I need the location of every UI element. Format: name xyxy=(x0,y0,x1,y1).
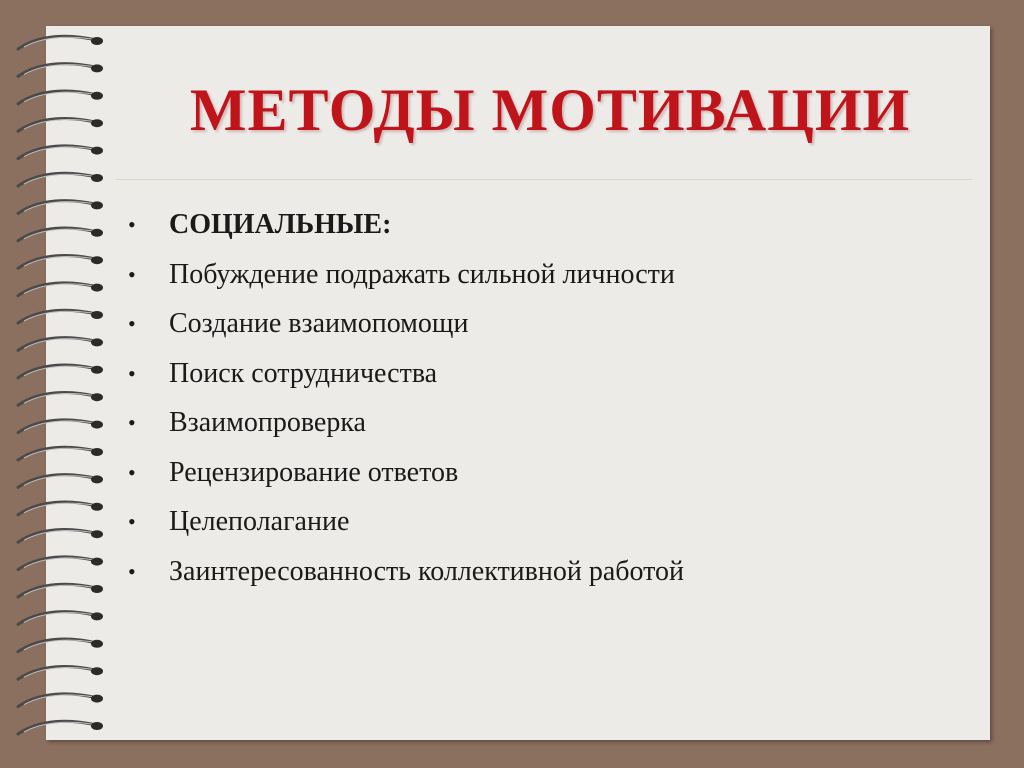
list-item xyxy=(128,497,968,547)
bullet-icon: • xyxy=(128,212,136,237)
list-item-text: СОЦИАЛЬНЫЕ: xyxy=(169,209,392,240)
bullet-icon: • xyxy=(128,459,136,485)
slide-title: МЕТОДЫ МОТИВАЦИИ xyxy=(189,77,911,143)
list-item xyxy=(128,547,968,597)
list-item xyxy=(128,349,968,399)
list-item-text: Поиск сотрудничества xyxy=(169,357,438,389)
bullet-list xyxy=(128,200,968,596)
list-item-text: Заинтересованность коллективной работой xyxy=(169,555,685,587)
list-item-text: Создание взаимопомощи xyxy=(169,308,469,339)
bullet-icon: • xyxy=(128,410,136,435)
list-item-text: Побуждение подражать сильной личности xyxy=(169,258,675,290)
title-divider xyxy=(116,179,972,180)
bullet-icon: • xyxy=(128,360,136,386)
list-item xyxy=(128,299,968,349)
bullet-icon: • xyxy=(128,558,136,584)
list-item xyxy=(128,398,968,448)
list-item xyxy=(128,448,968,498)
list-item-text: Целеполагание xyxy=(169,506,350,537)
list-item xyxy=(128,200,968,250)
bullet-icon: • xyxy=(128,261,136,287)
list-item-text: Рецензирование ответов xyxy=(169,456,459,488)
list-item xyxy=(128,250,968,300)
bullet-icon: • xyxy=(128,311,136,336)
list-item-text: Взаимопроверка xyxy=(169,407,366,438)
bullet-icon: • xyxy=(128,509,136,534)
